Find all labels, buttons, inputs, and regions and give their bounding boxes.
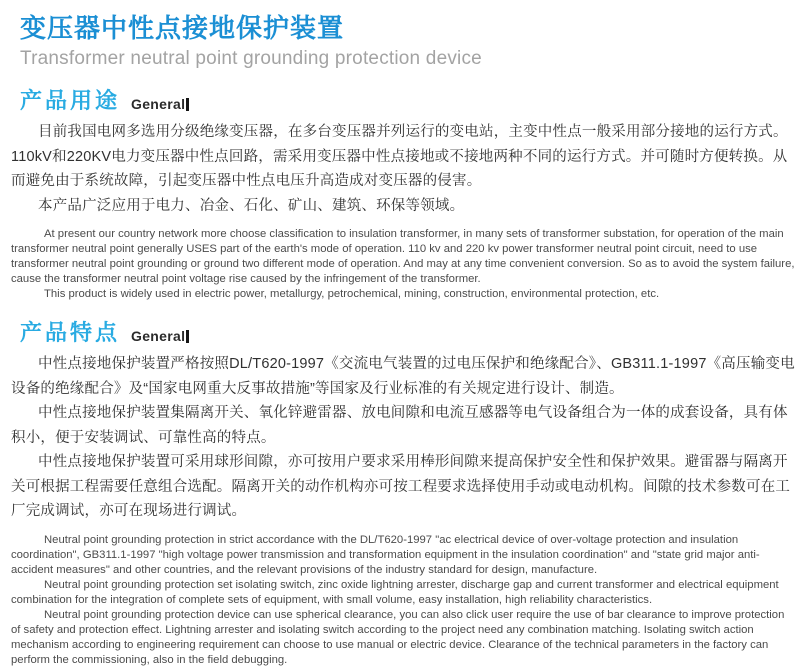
page-title-cn: 变压器中性点接地保护装置 [20,13,345,43]
chinese-paragraphs [11,120,796,218]
paragraph-cn: 目前我国电网多选用分级绝缘变压器，在多台变压器并列运行的变电站，主变中性点一般采用部分接地的运行方式。110kV和220KV电力变压器中性点回路，需采用变压器中性点接地或不接地两种不同的运行方式。并可随时方便转换。从而避免由于系统故障，引起变压器中性点电压升高造成对变压器的侵害。 [11,124,788,189]
paragraph-cn: 中性点接地保护装置集隔离开关、氧化锌避雷器、放电间隙和电流互感器等电气设备组合为一体的成套设备，具有体积小，便于安装调试、可靠性高的特点。 [11,405,788,446]
paragraph-en: Neutral point grounding protection set isolating switch, zinc oxide lightning arrester, discharge gap and current transformer and electrical equipment combination for the integration of complete sets of equipment, with small volume, easy installation, high reliability characteristics. [11,578,779,606]
header-rule [186,98,189,111]
chinese-paragraphs [11,352,796,524]
paragraph-en: At present our country network more choose classification to insulation transformer, in many sets of transformer substation, for operation of the main transformer neutral point generally USES part of the earth's mode of operation. 110 kv and 220 kv power transformer neutral point circuit, need to use transformer neutral point grounding or ground two different mode of operation. And may at any time convenient conversion. So as to avoid the system failure, cause the transformer neutral point voltage rise caused by the infringement of the transformer. [11,228,795,285]
page-title-en: Transformer neutral point grounding protection device [20,48,482,69]
section-heading-en: General [131,96,186,112]
english-paragraphs [11,533,796,668]
section-heading-cn: 产品特点 [20,320,121,345]
paragraph-cn: 中性点接地保护装置严格按照DL/T620-1997《交流电气装置的过电压保护和绝缘配合》、GB311.1-1997《高压输变电设备的绝缘配合》及“国家电网重大反事故措施”等国家及行业标准的有关规定进行设计、制造。 [11,356,795,397]
english-paragraphs [11,227,796,302]
paragraph-en: Neutral point grounding protection device can use spherical clearance, you can also click user require the use of bar clearance to improve protection of safety and protection effect. Lightning arrester and isolating switch according to the project need any combination matching. Isolating switch action mechanism according to engineering requirement can choose to use manual or electric device. Clearance of the technical parameters in the factory can perform the commissioning, also in the field debugging. [11,608,785,666]
paragraph-cn: 本产品广泛应用于电力、冶金、石化、矿山、建筑、环保等领域。 [38,197,465,214]
section-general-use [0,89,807,302]
section-features [0,321,807,668]
section-header-features [0,321,807,345]
masthead [0,13,807,70]
header-rule [186,330,189,343]
section-header-use [0,89,807,113]
paragraph-en: Neutral point grounding protection in strict accordance with the DL/T620-1997 "ac electrical device of over-voltage protection and insulation coordination", GB311.1-1997 "high voltage power transmission and transformation equipment in the insulation coordination" and "state grid major anti-accident measures" and other countries, and the relevant provisions of the industry standard for design, manufacture. [11,533,760,576]
paragraph-en: This product is widely used in electric power, metallurgy, petrochemical, mining, construction, environmental protection, etc. [44,288,660,300]
paragraph-cn: 中性点接地保护装置可采用球形间隙，亦可按用户要求采用棒形间隙来提高保护安全性和保护效果。避雷器与隔离开关可根据工程需要任意组合选配。隔离开关的动作机构亦可按工程要求选择使用手动或电动机构。间隙的技术参数可在工厂完成调试，亦可在现场进行调试。 [11,454,791,519]
section-heading-en: General [131,328,186,344]
section-heading-cn: 产品用途 [20,88,121,113]
